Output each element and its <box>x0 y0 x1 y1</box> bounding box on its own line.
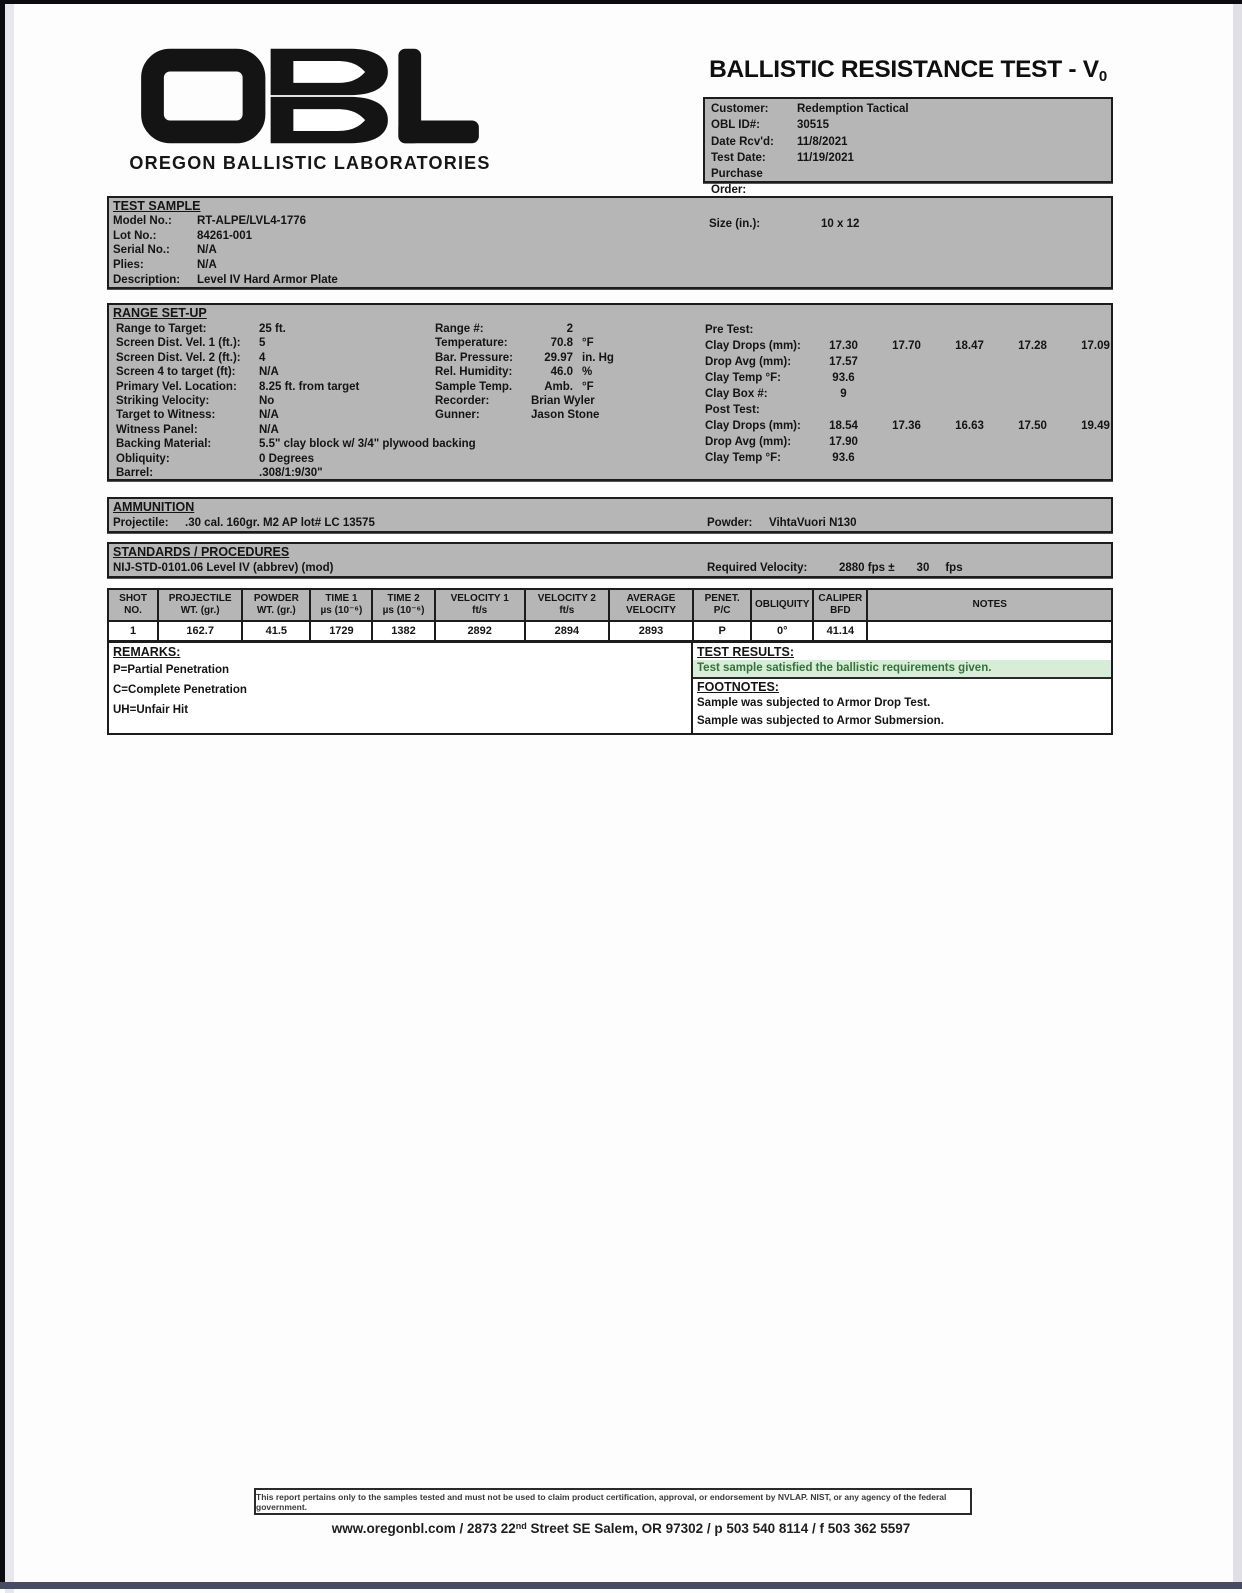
address-superscript: nd <box>515 1521 527 1531</box>
clay-drop-value: 19.49 <box>1081 420 1110 432</box>
bar-pressure-row <box>435 351 614 365</box>
witness-panel-row <box>112 423 476 437</box>
field-label: Purchase Order: <box>711 168 763 197</box>
size-row <box>709 218 859 230</box>
scan-edge-left <box>0 0 5 1589</box>
field-value: 46.0 <box>550 366 573 379</box>
cell-time1: 1729 <box>310 621 372 641</box>
header-line: BFD <box>830 605 851 616</box>
post-clay-temp-row <box>705 450 1127 466</box>
col-header-obliquity <box>751 589 813 621</box>
obl-id-row <box>705 117 1111 133</box>
field-value: 11/19/2021 <box>797 151 854 164</box>
field-value: No <box>259 395 275 408</box>
field-label: Barrel: <box>116 467 154 480</box>
field-label: Description: <box>113 273 181 286</box>
pre-clay-temp-row <box>705 370 1127 386</box>
cell-notes <box>867 621 1112 641</box>
serial-no-row <box>109 243 1111 258</box>
field-value: Level IV Hard Armor Plate <box>197 273 338 286</box>
header-line: ft/s <box>559 605 575 616</box>
projectile-row <box>109 516 1111 531</box>
gunner-row <box>435 408 614 422</box>
field-value: .30 cal. 160gr. M2 AP lot# LC 13575 <box>185 517 375 529</box>
col-header-notes <box>867 589 1112 621</box>
range-number-row <box>435 322 614 336</box>
logo-subtitle: OREGON BALLISTIC LABORATORIES <box>129 153 491 173</box>
field-value: Amb. <box>544 380 573 393</box>
scan-edge-bottom <box>0 1582 1242 1589</box>
field-label: OBL ID#: <box>711 119 760 132</box>
field-label: Lot No.: <box>113 229 157 242</box>
backing-material-row <box>112 437 476 451</box>
field-label: Range #: <box>435 323 484 335</box>
rel-humidity-row <box>435 365 614 379</box>
clay-drop-value: 18.54 <box>829 420 858 432</box>
field-value: N/A <box>197 259 217 272</box>
range-setup-right-column <box>705 322 1127 466</box>
field-unit: % <box>582 366 593 379</box>
standards-section <box>107 542 1113 578</box>
field-value: 4 <box>259 351 266 364</box>
description-row <box>109 273 1111 288</box>
header-line: ft/s <box>472 605 488 616</box>
address-part: Street SE Salem, OR 97302 / p 503 540 8114 / f 503 362 5597 <box>526 1521 911 1536</box>
header-line: OBLIQUITY <box>755 599 810 610</box>
header-line: POWDER <box>253 593 299 604</box>
field-label: Projectile: <box>113 517 169 529</box>
header-line: AVERAGE <box>626 593 676 604</box>
field-label: Plies: <box>113 259 144 272</box>
field-label: Target to Witness: <box>116 409 216 422</box>
post-clay-drops-row <box>705 418 1127 434</box>
field-label: Range to Target: <box>116 323 207 335</box>
header-line: SHOT <box>119 593 147 604</box>
field-value: N/A <box>197 244 217 257</box>
field-value: RT-ALPE/LVL4-1776 <box>197 215 307 227</box>
cell-shot-no: 1 <box>108 621 158 641</box>
screen-dist-vel2-row <box>112 351 476 365</box>
header-line: NO. <box>124 605 142 616</box>
field-label: Test Date: <box>711 151 766 164</box>
test-result-status: Test sample satisfied the ballistic requirements given. <box>693 660 1111 679</box>
field-value: 5.5" clay block w/ 3/4" plywood backing <box>259 438 476 451</box>
field-value: .308/1:9/30" <box>259 467 323 480</box>
field-label: Gunner: <box>435 409 480 422</box>
field-label: Required Velocity: <box>707 562 808 574</box>
header-line: µs (10⁻⁶) <box>382 605 425 616</box>
screen4-to-target-row <box>112 365 476 379</box>
section-title: TEST SAMPLE <box>113 199 201 213</box>
col-header-powder-wt <box>242 589 310 621</box>
field-value: Redemption Tactical <box>797 103 909 115</box>
col-header-projectile-wt <box>158 589 242 621</box>
header-line: VELOCITY 1 <box>450 593 509 604</box>
required-velocity-row <box>707 562 963 574</box>
post-drop-avg-row <box>705 434 1127 450</box>
header-line: PROJECTILE <box>168 593 232 604</box>
clay-drop-value: 16.63 <box>955 420 984 432</box>
date-received-row <box>705 134 1111 150</box>
field-label: Clay Box #: <box>705 388 768 400</box>
field-label: Clay Drops (mm): <box>705 420 801 432</box>
footnote-line: Sample was subjected to Armor Submersion. <box>697 714 944 727</box>
clay-drop-value: 17.09 <box>1081 340 1110 352</box>
field-label: Customer: <box>711 103 769 115</box>
field-label: Screen 4 to target (ft): <box>116 366 236 379</box>
primary-vel-location-row <box>112 380 476 394</box>
shot-data-table <box>107 588 1113 642</box>
field-label: Bar. Pressure: <box>435 351 513 364</box>
field-value: 29.97 <box>544 351 573 364</box>
field-value: 11/8/2021 <box>797 135 848 148</box>
report-title <box>703 56 1113 85</box>
field-value: 70.8 <box>550 337 573 350</box>
field-value: 93.6 <box>832 452 855 464</box>
cell-average-velocity: 2893 <box>609 621 693 641</box>
col-header-shot-no <box>108 589 158 621</box>
pre-drop-avg-row <box>705 354 1127 370</box>
clay-drop-value: 17.36 <box>892 420 921 432</box>
field-unit: °F <box>582 380 594 393</box>
field-value: 30515 <box>797 119 829 132</box>
temperature-row <box>435 336 614 350</box>
field-label: Size (in.): <box>709 218 761 230</box>
field-value: 17.57 <box>829 356 858 368</box>
clay-drop-value: 17.50 <box>1018 420 1047 432</box>
report-title-text: BALLISTIC RESISTANCE TEST - V <box>709 56 1099 83</box>
test-date-row <box>705 150 1111 166</box>
cell-projectile-wt: 162.7 <box>158 621 242 641</box>
section-title: STANDARDS / PROCEDURES <box>113 545 290 559</box>
header-line: VELOCITY <box>625 605 676 616</box>
striking-velocity-row <box>112 394 476 408</box>
footnote-line: Sample was subjected to Armor Drop Test. <box>697 697 931 709</box>
col-header-velocity1 <box>435 589 525 621</box>
header-line: VELOCITY 2 <box>537 593 596 604</box>
table-header-row <box>108 589 1112 621</box>
field-value: VihtaVuori N130 <box>769 517 857 529</box>
field-label: Striking Velocity: <box>116 395 210 408</box>
remarks-line: P=Partial Penetration <box>113 664 229 676</box>
scan-edge-right-shadow <box>1233 0 1242 1589</box>
field-value: Brian Wyler <box>531 395 595 408</box>
pre-test-heading <box>705 322 1127 338</box>
footnotes-title: FOOTNOTES: <box>697 680 779 694</box>
field-unit: in. Hg <box>582 351 614 364</box>
field-label: Recorder: <box>435 395 490 408</box>
report-title-subscript: 0 <box>1098 68 1107 85</box>
cell-penetration: P <box>693 621 751 641</box>
recorder-row <box>435 394 614 408</box>
scan-edge-top <box>0 0 1242 4</box>
header-line: µs (10⁻⁶) <box>320 605 363 616</box>
col-header-velocity2 <box>525 589 609 621</box>
field-label: Clay Drops (mm): <box>705 340 801 352</box>
table-row <box>108 621 1112 641</box>
test-results-title: TEST RESULTS: <box>697 645 794 659</box>
lot-no-row <box>109 229 1111 244</box>
col-header-average-velocity <box>609 589 693 621</box>
purchase-order-row <box>705 166 1111 199</box>
disclaimer-text: This report pertains only to the samples tested and must not be used to claim product certification, approval, or endorsement by NVLAP. NIST, or any agency of the federal government. <box>256 1491 947 1512</box>
clay-box-row <box>705 386 1127 402</box>
field-label: Date Rcv'd: <box>711 135 774 148</box>
clay-drop-value: 18.47 <box>955 340 984 352</box>
remarks-panel <box>109 643 693 733</box>
field-label: Post Test: <box>705 404 760 416</box>
header-line: TIME 2 <box>387 593 420 604</box>
remarks-results-section <box>107 641 1113 735</box>
barrel-row <box>112 466 476 480</box>
field-label: Obliquity: <box>116 452 170 465</box>
plies-row <box>109 258 1111 273</box>
field-value: 2880 fps ± <box>839 562 895 574</box>
footer-address <box>0 1521 1242 1536</box>
field-label: Witness Panel: <box>116 423 198 436</box>
col-header-time1 <box>310 589 372 621</box>
col-header-penetration <box>693 589 751 621</box>
range-to-target-row <box>112 322 476 336</box>
post-test-heading <box>705 402 1127 418</box>
field-value: N/A <box>259 409 279 422</box>
field-label: Primary Vel. Location: <box>116 380 237 393</box>
field-label: Pre Test: <box>705 324 754 336</box>
field-value: 17.90 <box>829 436 858 448</box>
range-setup-left-column <box>112 322 476 480</box>
cell-powder-wt: 41.5 <box>242 621 310 641</box>
field-value: 93.6 <box>832 372 855 384</box>
field-label: Sample Temp. <box>435 380 513 393</box>
field-value: 5 <box>259 337 266 350</box>
remarks-line: C=Complete Penetration <box>113 684 247 696</box>
col-header-time2 <box>372 589 434 621</box>
field-label: Clay Temp °F: <box>705 372 781 384</box>
field-value: 0 Degrees <box>259 452 314 465</box>
field-value: N/A <box>259 366 279 379</box>
range-setup-middle-column <box>435 322 614 423</box>
sample-temp-row <box>435 380 614 394</box>
field-label: Clay Temp °F: <box>705 452 781 464</box>
test-results-panel <box>693 643 1111 733</box>
obl-logo-icon <box>120 47 500 145</box>
field-value: 84261-001 <box>197 229 252 242</box>
scan-edge-left-shadow <box>5 4 14 1593</box>
screen-dist-vel1-row <box>112 336 476 350</box>
address-part: www.oregonbl.com / 2873 22 <box>331 1521 516 1536</box>
field-value: 2 <box>566 323 573 335</box>
customer-info-box <box>703 97 1113 197</box>
target-to-witness-row <box>112 408 476 422</box>
clay-drop-value: 17.70 <box>892 340 921 352</box>
field-label: Screen Dist. Vel. 1 (ft.): <box>116 337 241 350</box>
field-value: 25 ft. <box>259 323 286 335</box>
field-label: Drop Avg (mm): <box>705 356 792 368</box>
cell-velocity2: 2894 <box>525 621 609 641</box>
col-header-caliper-bfd <box>813 589 867 621</box>
field-label: Model No.: <box>113 215 172 227</box>
clay-drop-value: 17.30 <box>829 340 858 352</box>
test-sample-section <box>107 196 1113 289</box>
field-label: Rel. Humidity: <box>435 366 513 379</box>
field-unit: °F <box>582 337 594 350</box>
disclaimer-box <box>254 1488 972 1515</box>
obliquity-row <box>112 452 476 466</box>
cell-caliper-bfd: 41.14 <box>813 621 867 641</box>
remarks-line: UH=Unfair Hit <box>113 704 189 716</box>
clay-drop-value: 17.28 <box>1018 340 1047 352</box>
standard-name: NIJ-STD-0101.06 Level IV (abbrev) (mod) <box>113 562 334 574</box>
header-line: PENET. <box>704 593 740 604</box>
cell-time2: 1382 <box>372 621 434 641</box>
field-value: 9 <box>840 388 847 400</box>
field-label: Powder: <box>707 517 753 529</box>
header-line: NOTES <box>972 599 1007 610</box>
model-no-row <box>109 214 1111 229</box>
header-line: TIME 1 <box>325 593 358 604</box>
customer-row <box>705 101 1111 117</box>
section-title: RANGE SET-UP <box>113 306 207 320</box>
header-line: WT. (gr.) <box>180 605 220 616</box>
field-label: Drop Avg (mm): <box>705 436 792 448</box>
field-value: 8.25 ft. from target <box>259 380 360 393</box>
field-label: Serial No.: <box>113 244 170 257</box>
header-line: CALIPER <box>818 593 863 604</box>
powder-row <box>707 517 857 529</box>
cell-obliquity: 0° <box>751 621 813 641</box>
range-setup-section <box>107 303 1113 481</box>
header-line: P/C <box>713 605 731 616</box>
velocity-tolerance: 30 <box>916 562 930 574</box>
velocity-unit: fps <box>945 562 963 574</box>
obl-logo <box>120 47 500 174</box>
field-label: Screen Dist. Vel. 2 (ft.): <box>116 351 241 364</box>
field-value: Jason Stone <box>531 409 600 422</box>
pre-clay-drops-row <box>705 338 1127 354</box>
cell-velocity1: 2892 <box>435 621 525 641</box>
field-label: Temperature: <box>435 337 508 350</box>
field-label: Backing Material: <box>116 438 212 451</box>
remarks-title: REMARKS: <box>113 645 181 659</box>
field-value: 10 x 12 <box>821 218 860 230</box>
ammunition-section <box>107 497 1113 533</box>
header-line: WT. (gr.) <box>256 605 296 616</box>
section-title: AMMUNITION <box>113 500 195 514</box>
field-value: N/A <box>259 423 279 436</box>
